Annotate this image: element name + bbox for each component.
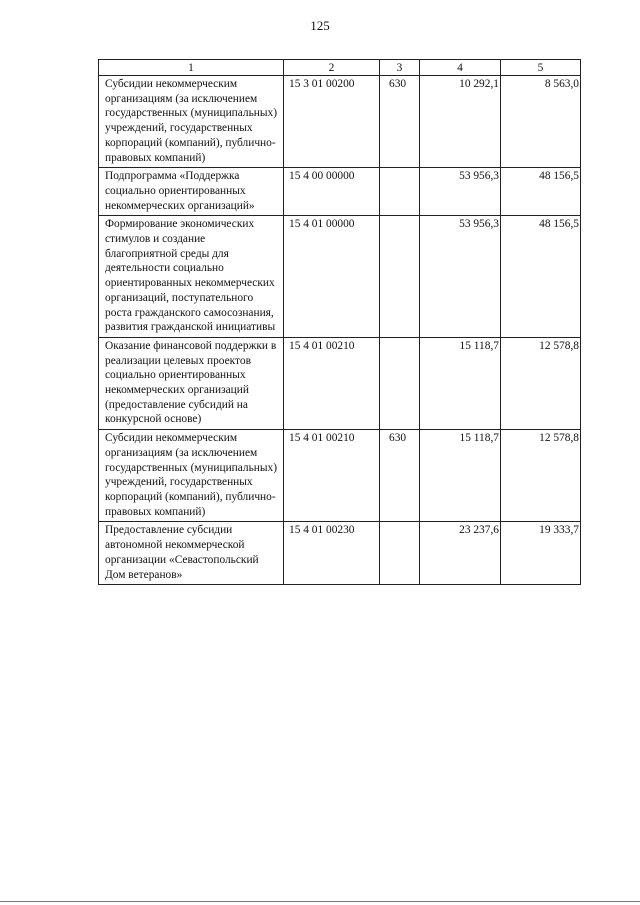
row-amount-2: 48 156,5 bbox=[501, 216, 581, 338]
row-target-code: 15 4 01 00210 bbox=[284, 337, 380, 429]
row-target-code: 15 4 01 00210 bbox=[284, 430, 380, 522]
table-row bbox=[99, 216, 581, 338]
row-target-code: 15 3 01 00200 bbox=[284, 76, 380, 168]
page-number: 125 bbox=[310, 18, 330, 33]
table-header-row bbox=[99, 60, 581, 76]
row-name: Предоставление субсидии автономной некоммерческой организации «Севастопольский Дом ветеранов» bbox=[99, 522, 284, 585]
header-col-4: 4 bbox=[420, 60, 501, 76]
row-name: Подпрограмма «Поддержка социально ориентированных некоммерческих организаций» bbox=[99, 168, 284, 216]
row-expense-type bbox=[380, 168, 420, 216]
row-amount-2: 12 578,8 bbox=[501, 430, 581, 522]
row-target-code: 15 4 00 00000 bbox=[284, 168, 380, 216]
row-amount-1: 15 118,7 bbox=[420, 430, 501, 522]
table-row bbox=[99, 522, 581, 585]
row-name: Формирование экономических стимулов и создание благоприятной среды для деятельности социально ориентированных некоммерческих организаций, поступательного роста гражданского самосознания, развития гражданской инициативы bbox=[99, 216, 284, 338]
row-target-code: 15 4 01 00000 bbox=[284, 216, 380, 338]
row-amount-1: 53 956,3 bbox=[420, 168, 501, 216]
row-expense-type bbox=[380, 216, 420, 338]
row-target-code: 15 4 01 00230 bbox=[284, 522, 380, 585]
row-expense-type bbox=[380, 337, 420, 429]
budget-table bbox=[98, 59, 581, 585]
row-amount-1: 53 956,3 bbox=[420, 216, 501, 338]
row-amount-2: 48 156,5 bbox=[501, 168, 581, 216]
row-name: Субсидии некоммерческим организациям (за исключением государственных (муниципальных) учреждений, государственных корпораций (компаний), публично-правовых компаний) bbox=[99, 430, 284, 522]
table-row bbox=[99, 168, 581, 216]
row-expense-type: 630 bbox=[380, 430, 420, 522]
row-name: Субсидии некоммерческим организациям (за исключением государственных (муниципальных) учреждений, государственных корпораций (компаний), публично-правовых компаний) bbox=[99, 76, 284, 168]
row-expense-type: 630 bbox=[380, 76, 420, 168]
header-col-2: 2 bbox=[284, 60, 380, 76]
row-amount-2: 19 333,7 bbox=[501, 522, 581, 585]
table-row bbox=[99, 337, 581, 429]
row-expense-type bbox=[380, 522, 420, 585]
table-row bbox=[99, 430, 581, 522]
row-amount-1: 10 292,1 bbox=[420, 76, 501, 168]
row-amount-2: 12 578,8 bbox=[501, 337, 581, 429]
row-amount-1: 23 237,6 bbox=[420, 522, 501, 585]
header-col-3: 3 bbox=[380, 60, 420, 76]
scan-edge-line bbox=[0, 901, 640, 902]
header-col-5: 5 bbox=[501, 60, 581, 76]
table-row bbox=[99, 76, 581, 168]
row-amount-1: 15 118,7 bbox=[420, 337, 501, 429]
row-name: Оказание финансовой поддержки в реализации целевых проектов социально ориентированных некоммерческих организаций (предоставление субсидий на конкурсной основе) bbox=[99, 337, 284, 429]
header-col-1: 1 bbox=[99, 60, 284, 76]
row-amount-2: 8 563,0 bbox=[501, 76, 581, 168]
